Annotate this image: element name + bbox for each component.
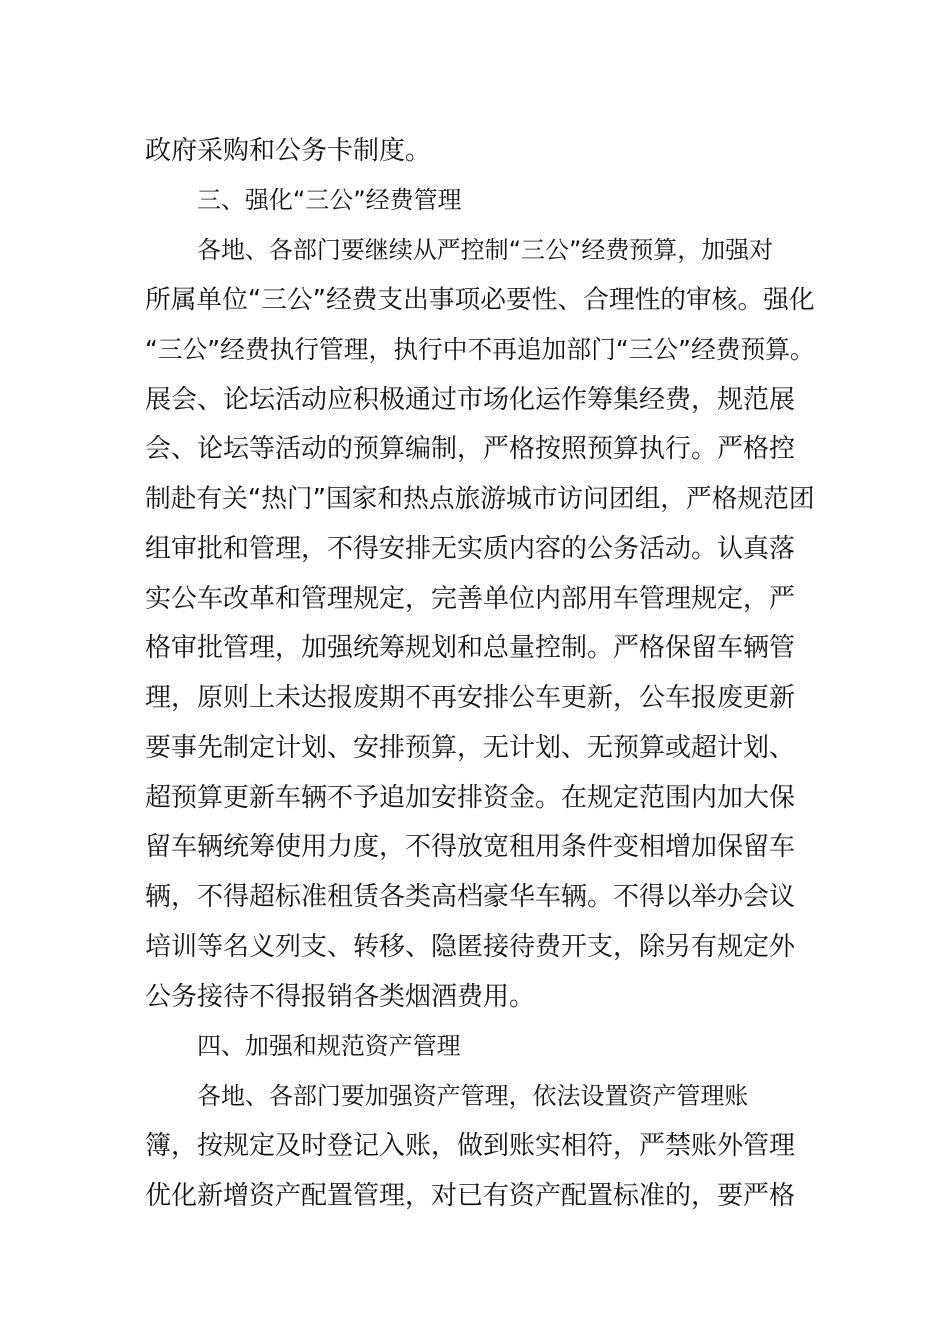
text-line-16: 辆，不得超标准租赁各类高档豪华车辆。不得以举办会议 bbox=[145, 882, 796, 912]
text-line-4: 所属单位“三公”经费支出事项必要性、合理性的审核。强化 bbox=[145, 285, 815, 315]
text-line-10: 实公车改革和管理规定，完善单位内部用车管理规定，严 bbox=[145, 584, 796, 614]
text-line-7: 会、论坛等活动的预算编制，严格按照预算执行。严格控 bbox=[145, 434, 796, 464]
text-line-22: 优化新增资产配置管理，对已有资产配置标准的，要严格 bbox=[145, 1181, 796, 1211]
text-line-12: 理，原则上未达报废期不再安排公车更新，公车报废更新 bbox=[145, 683, 796, 713]
text-line-13: 要事先制定计划、安排预算，无计划、无预算或超计划、 bbox=[145, 733, 796, 763]
text-line-17: 培训等名义列支、转移、隐匿接待费开支，除另有规定外 bbox=[145, 932, 796, 962]
section-heading-3: 三、强化“三公”经费管理 bbox=[197, 186, 462, 214]
text-line-9: 组审批和管理，不得安排无实质内容的公务活动。认真落 bbox=[145, 534, 796, 564]
text-line-18: 公务接待不得报销各类烟酒费用。 bbox=[145, 982, 536, 1012]
text-line-3: 各地、各部门要继续从严控制“三公”经费预算，加强对 bbox=[197, 236, 774, 264]
text-line-20: 各地、各部门要加强资产管理，依法设置资产管理账 bbox=[197, 1082, 749, 1110]
text-line-8: 制赴有关“热门”国家和热点旅游城市访问团组，严格规范团 bbox=[145, 484, 815, 514]
section-heading-4: 四、加强和规范资产管理 bbox=[197, 1032, 461, 1060]
text-line-11: 格审批管理，加强统筹规划和总量控制。严格保留车辆管 bbox=[145, 633, 796, 663]
text-line-5: “三公”经费执行管理，执行中不再追加部门“三公”经费预算。 bbox=[145, 335, 815, 364]
text-line-15: 留车辆统筹使用力度，不得放宽租用条件变相增加保留车 bbox=[145, 832, 796, 862]
text-line-1: 政府采购和公务卡制度。 bbox=[145, 136, 432, 166]
text-line-14: 超预算更新车辆不予追加安排资金。在规定范围内加大保 bbox=[145, 783, 796, 813]
text-line-21: 簿，按规定及时登记入账，做到账实相符，严禁账外管理 bbox=[145, 1131, 796, 1161]
text-line-6: 展会、论坛活动应积极通过市场化运作筹集经费，规范展 bbox=[145, 385, 796, 415]
